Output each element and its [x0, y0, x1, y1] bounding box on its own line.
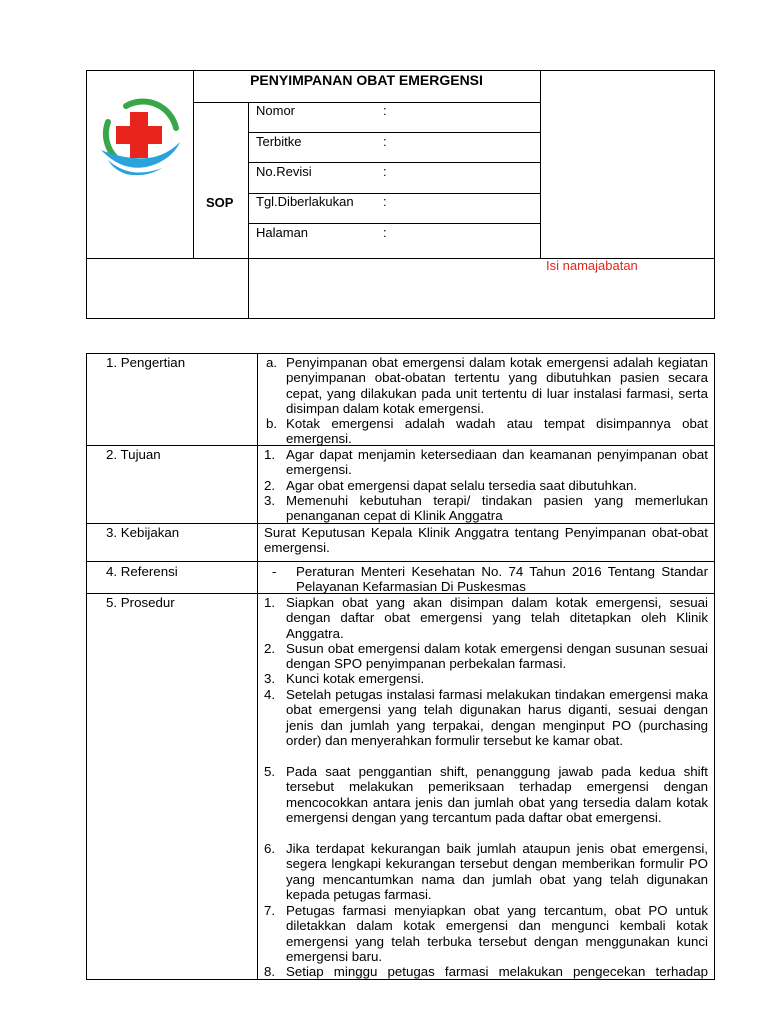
list-marker: 2.: [264, 641, 276, 656]
list-text: Peraturan Menteri Kesehatan No. 74 Tahun 2016 Tentang Standar Pelayanan Kefarmasian Di Puskesmas: [296, 564, 708, 595]
list-text: Memenuhi kebutuhan terapi/ tindakan pasien yang memerlukan penanganan cepat di Klinik Anggatra: [286, 493, 708, 524]
list-marker: 7.: [264, 903, 276, 918]
list-marker: -: [272, 564, 277, 579]
red-cross-logo-icon: [96, 98, 184, 178]
list-text: Kotak emergensi adalah wadah atau tempat disimpannya obat emergensi.: [286, 416, 708, 447]
field-label-tgl: Tgl.Diberlakukan: [256, 194, 354, 209]
list-marker: 3.: [264, 671, 276, 686]
field-label-terbitke: Terbitke: [256, 134, 302, 149]
list-text: Pada saat penggantian shift, penanggung jawab pada kedua shift tersebut melakukan pemeriksaan terhadap emergensi dengan mencocokkan antara jenis dan jumlah obat yang tersedia dalam kotak emergensi dengan yang tercantum pada daftar obat emergensi.: [286, 764, 708, 825]
list-marker: a.: [266, 355, 278, 370]
field-colon: :: [383, 225, 387, 240]
list-text: Susun obat emergensi dalam kotak emergensi dengan susunan sesuai dengan SPO penyimpanan perbekalan farmasi.: [286, 641, 708, 672]
field-label-nomor: Nomor: [256, 103, 296, 118]
section-label-pengertian: 1. Pengertian: [106, 355, 186, 370]
field-colon: :: [383, 194, 387, 209]
field-label-revisi: No.Revisi: [256, 164, 312, 179]
list-text: Setiap minggu petugas farmasi melakukan pengecekan terhadap: [286, 964, 708, 979]
list-marker: 1.: [264, 595, 276, 610]
list-text: Jika terdapat kekurangan baik jumlah ataupun jenis obat emergensi, segera lengkapi kekurangan tersebut dengan memberikan formulir PO yang mencantumkan nama dan jumlah obat yang telah digunakan kepada petugas farmasi.: [286, 841, 708, 902]
list-text: Siapkan obat yang akan disimpan dalam kotak emergensi, sesuai dengan daftar obat emergensi yang telah ditetapkan oleh Klinik Anggatra.: [286, 595, 708, 641]
field-label-halaman: Halaman: [256, 225, 309, 240]
section-label-kebijakan: 3. Kebijakan: [106, 525, 180, 540]
list-text: Petugas farmasi menyiapkan obat yang tercantum, obat PO untuk diletakkan dalam kotak emergensi dan mengunci kembali kotak emergensi yang telah terbuka tersebut dengan menggunakan kunci emergensi baru.: [286, 903, 708, 964]
list-marker: 2.: [264, 478, 276, 493]
list-marker: 3.: [264, 493, 276, 508]
list-marker: 6.: [264, 841, 276, 856]
list-text: Agar obat emergensi dapat selalu tersedia saat dibutuhkan.: [286, 478, 638, 493]
section-label-prosedur: 5. Prosedur: [106, 595, 175, 610]
list-text: Kunci kotak emergensi.: [286, 671, 425, 686]
list-marker: 4.: [264, 687, 276, 702]
list-marker: 1.: [264, 447, 276, 462]
section-label-tujuan: 2. Tujuan: [106, 447, 161, 462]
kebijakan-text: Surat Keputusan Kepala Klinik Anggatra tentang Penyimpanan obat-obat emergensi.: [264, 525, 708, 556]
list-text: Agar dapat menjamin ketersediaan dan keamanan penyimpanan obat emergensi.: [286, 447, 708, 478]
list-item: [266, 355, 708, 416]
list-marker: b.: [266, 416, 278, 431]
field-colon: :: [383, 103, 387, 118]
list-text: Penyimpanan obat emergensi dalam kotak emergensi adalah kegiatan penyimpanan obat-obatan tertentu yang dibutuhkan pasien secara cepat, yang dilakukan pada unit tertentu di luar instalasi farmasi, serta disimpan dalam kotak emergensi.: [286, 355, 708, 416]
field-colon: :: [383, 134, 387, 149]
list-text: Setelah petugas instalasi farmasi melakukan tindakan emergensi maka obat emergensi yang telah digunakan harus diganti, sesuai dengan jenis dan jumlah yang terpakai, dengan menginput PO (purchasing order) dan menyerahkan formulir tersebut ke kamar obat.: [286, 687, 708, 748]
jabatan-placeholder: Isi namajabatan: [546, 258, 638, 273]
list-marker: 5.: [264, 764, 276, 779]
field-colon: :: [383, 164, 387, 179]
section-label-referensi: 4. Referensi: [106, 564, 178, 579]
sop-label: SOP: [206, 195, 234, 210]
document-title: PENYIMPANAN OBAT EMERGENSI: [250, 72, 483, 88]
list-marker: 8.: [264, 964, 276, 979]
list-item: [264, 964, 708, 979]
